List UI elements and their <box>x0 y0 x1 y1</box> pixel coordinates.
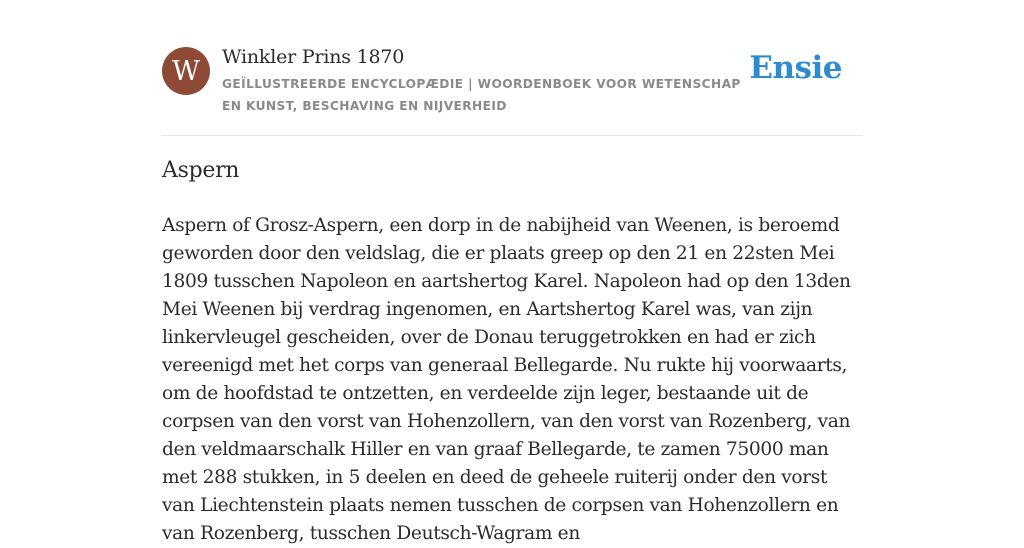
article-body: Aspern of Grosz-Aspern, een dorp in de nabijheid van Weenen, is beroemd geworden door den veldslag, die er plaats greep op den 21 en 22sten Mei 1809 tusschen Napoleon en aartshertog Karel. Napoleon had op den 13den Mei Weenen bij verdrag ingenomen, en Aartshertog Karel was, van zijn linkervleugel gescheiden, over de Donau teruggetrokken en had er zich vereenigd met het corps van generaal Bellegarde. Nu rukte hij voorwaarts, om de hoofdstad te ontzetten, en verdeelde zijn leger, bestaande uit de corpsen van den vorst van Hohenzollern, van den vorst van Rozenberg, van den veldmaarschalk Hiller en van graaf Bellegarde, te zamen 75000 man met 288 stukken, in 5 deelen en deed de geheele ruiterij onder den vorst van Liechtenstein plaats nemen tusschen de corpsen van Hohenzollern en van Rozenberg, tusschen Deutsch-Wagram en <box>162 215 851 544</box>
source-avatar[interactable] <box>162 47 210 95</box>
source-title[interactable]: Winkler Prins 1870 <box>222 46 405 68</box>
source-subtitle: GEÏLLUSTREERDE ENCYCLOPÆDIE | WOORDENBOEK VOOR WETENSCHAP EN KUNST, BESCHAVING EN NIJVERHEID <box>222 77 741 113</box>
article-title: Aspern <box>162 158 240 183</box>
site-header <box>162 44 862 136</box>
avatar-letter: W <box>172 55 200 87</box>
ensie-logo-link[interactable]: Ensie <box>749 50 842 86</box>
header-divider <box>162 135 862 136</box>
